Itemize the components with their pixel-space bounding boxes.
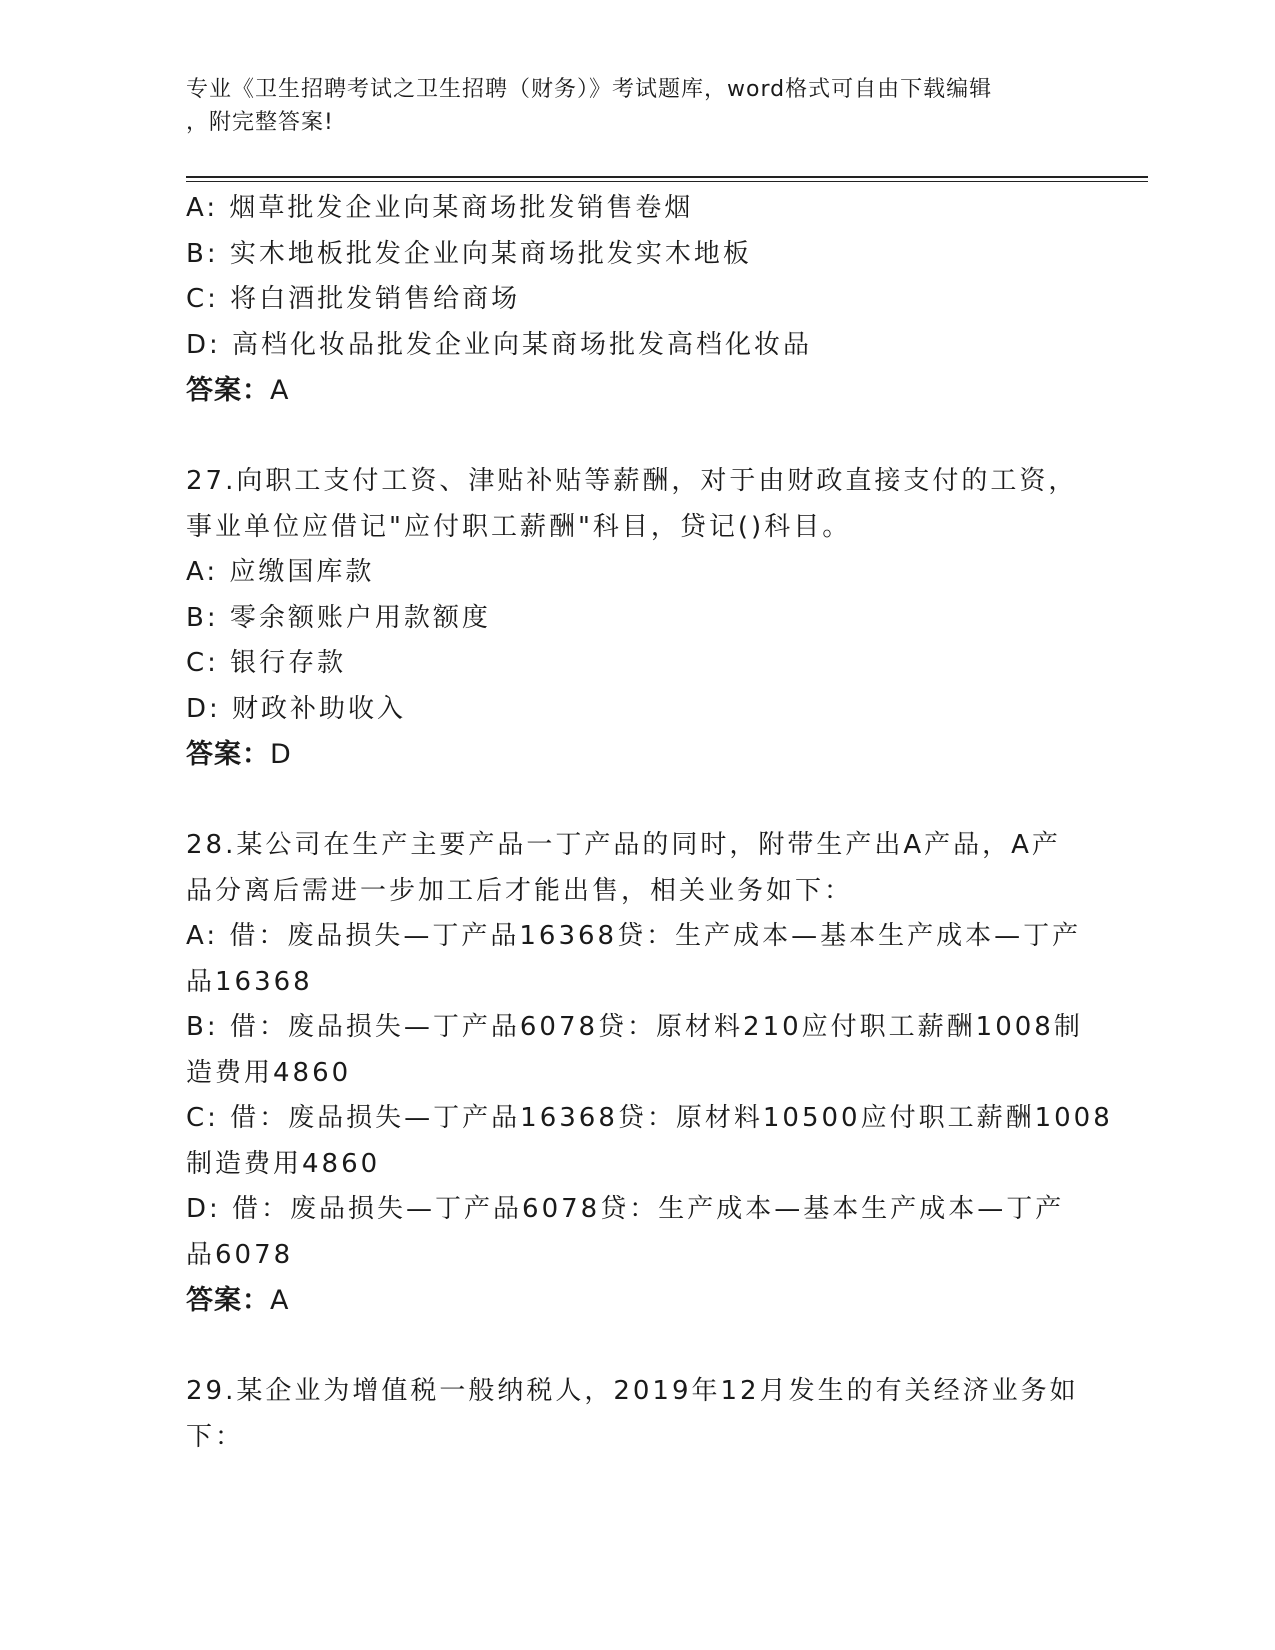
q28-option-a-line-1: A: 借：废品损失—丁产品16368贷：生产成本—基本生产成本—丁产 <box>186 921 1082 951</box>
q26-option-c: C: 将白酒批发销售给商场 <box>186 284 521 314</box>
q28-option-d-line-2: 品6078 <box>186 1239 294 1270</box>
q26-answer-value: A <box>270 375 290 406</box>
q28-option-b-line-1: B: 借：废品损失—丁产品6078贷：原材料210应付职工薪酬1008制 <box>186 1012 1083 1042</box>
question-29 <box>186 1369 1086 1460</box>
q28-stem-line-2: 品分离后需进一步加工后才能出售，相关业务如下： <box>186 875 854 906</box>
q27-option-b: B: 零余额账户用款额度 <box>186 602 491 633</box>
q27-answer <box>186 732 1086 778</box>
q26-option-b: B: 实木地板批发企业向某商场批发实木地板 <box>186 238 752 269</box>
q27-stem-line-1: 27.向职工支付工资、津贴补贴等薪酬，对于由财政直接支付的工资， <box>186 466 1078 496</box>
q27-option-a: A: 应缴国库款 <box>186 557 375 587</box>
q29-stem-line-1: 29.某企业为增值税一般纳税人，2019年12月发生的有关经济业务如 <box>186 1376 1079 1406</box>
header-rule-thin <box>186 181 1148 182</box>
q28-stem-line-1: 28.某公司在生产主要产品一丁产品的同时，附带生产出A产品，A产 <box>186 830 1061 860</box>
header-line-1: 专业《卫生招聘考试之卫生招聘（财务）》考试题库，word格式可自由下载编辑 <box>186 77 993 102</box>
q28-option-a-line-2: 品16368 <box>186 966 313 997</box>
question-26 <box>186 186 1086 414</box>
header-rule-thick <box>186 176 1148 178</box>
q26-answer <box>186 368 1086 414</box>
q28-option-d-line-1: D: 借：废品损失—丁产品6078贷：生产成本—基本生产成本—丁产 <box>186 1194 1065 1224</box>
q27-option-c: C: 银行存款 <box>186 648 347 678</box>
answer-label: 答案： <box>186 375 270 406</box>
question-28 <box>186 823 1113 1324</box>
q28-option-c-line-2: 制造费用4860 <box>186 1148 381 1179</box>
q27-option-d: D: 财政补助收入 <box>186 693 407 724</box>
q26-option-d: D: 高档化妆品批发企业向某商场批发高档化妆品 <box>186 329 813 360</box>
q26-option-a: A: 烟草批发企业向某商场批发销售卷烟 <box>186 193 694 223</box>
q29-stem-line-2: 下： <box>186 1421 245 1452</box>
q28-option-b-line-2: 造费用4860 <box>186 1057 352 1088</box>
q27-answer-value: D <box>270 739 292 770</box>
header-line-2: ，附完整答案! <box>186 110 334 135</box>
document-header <box>186 73 1066 139</box>
document-body <box>186 186 1113 1460</box>
q28-option-c-line-1: C: 借：废品损失—丁产品16368贷：原材料10500应付职工薪酬1008 <box>186 1103 1113 1133</box>
question-27 <box>186 459 1086 778</box>
q28-answer-value: A <box>270 1285 290 1316</box>
answer-label: 答案： <box>186 1285 270 1316</box>
answer-label: 答案： <box>186 739 270 770</box>
q27-stem-line-2: 事业单位应借记"应付职工薪酬"科目，贷记()科目。 <box>186 511 852 542</box>
q28-answer <box>186 1278 1086 1324</box>
